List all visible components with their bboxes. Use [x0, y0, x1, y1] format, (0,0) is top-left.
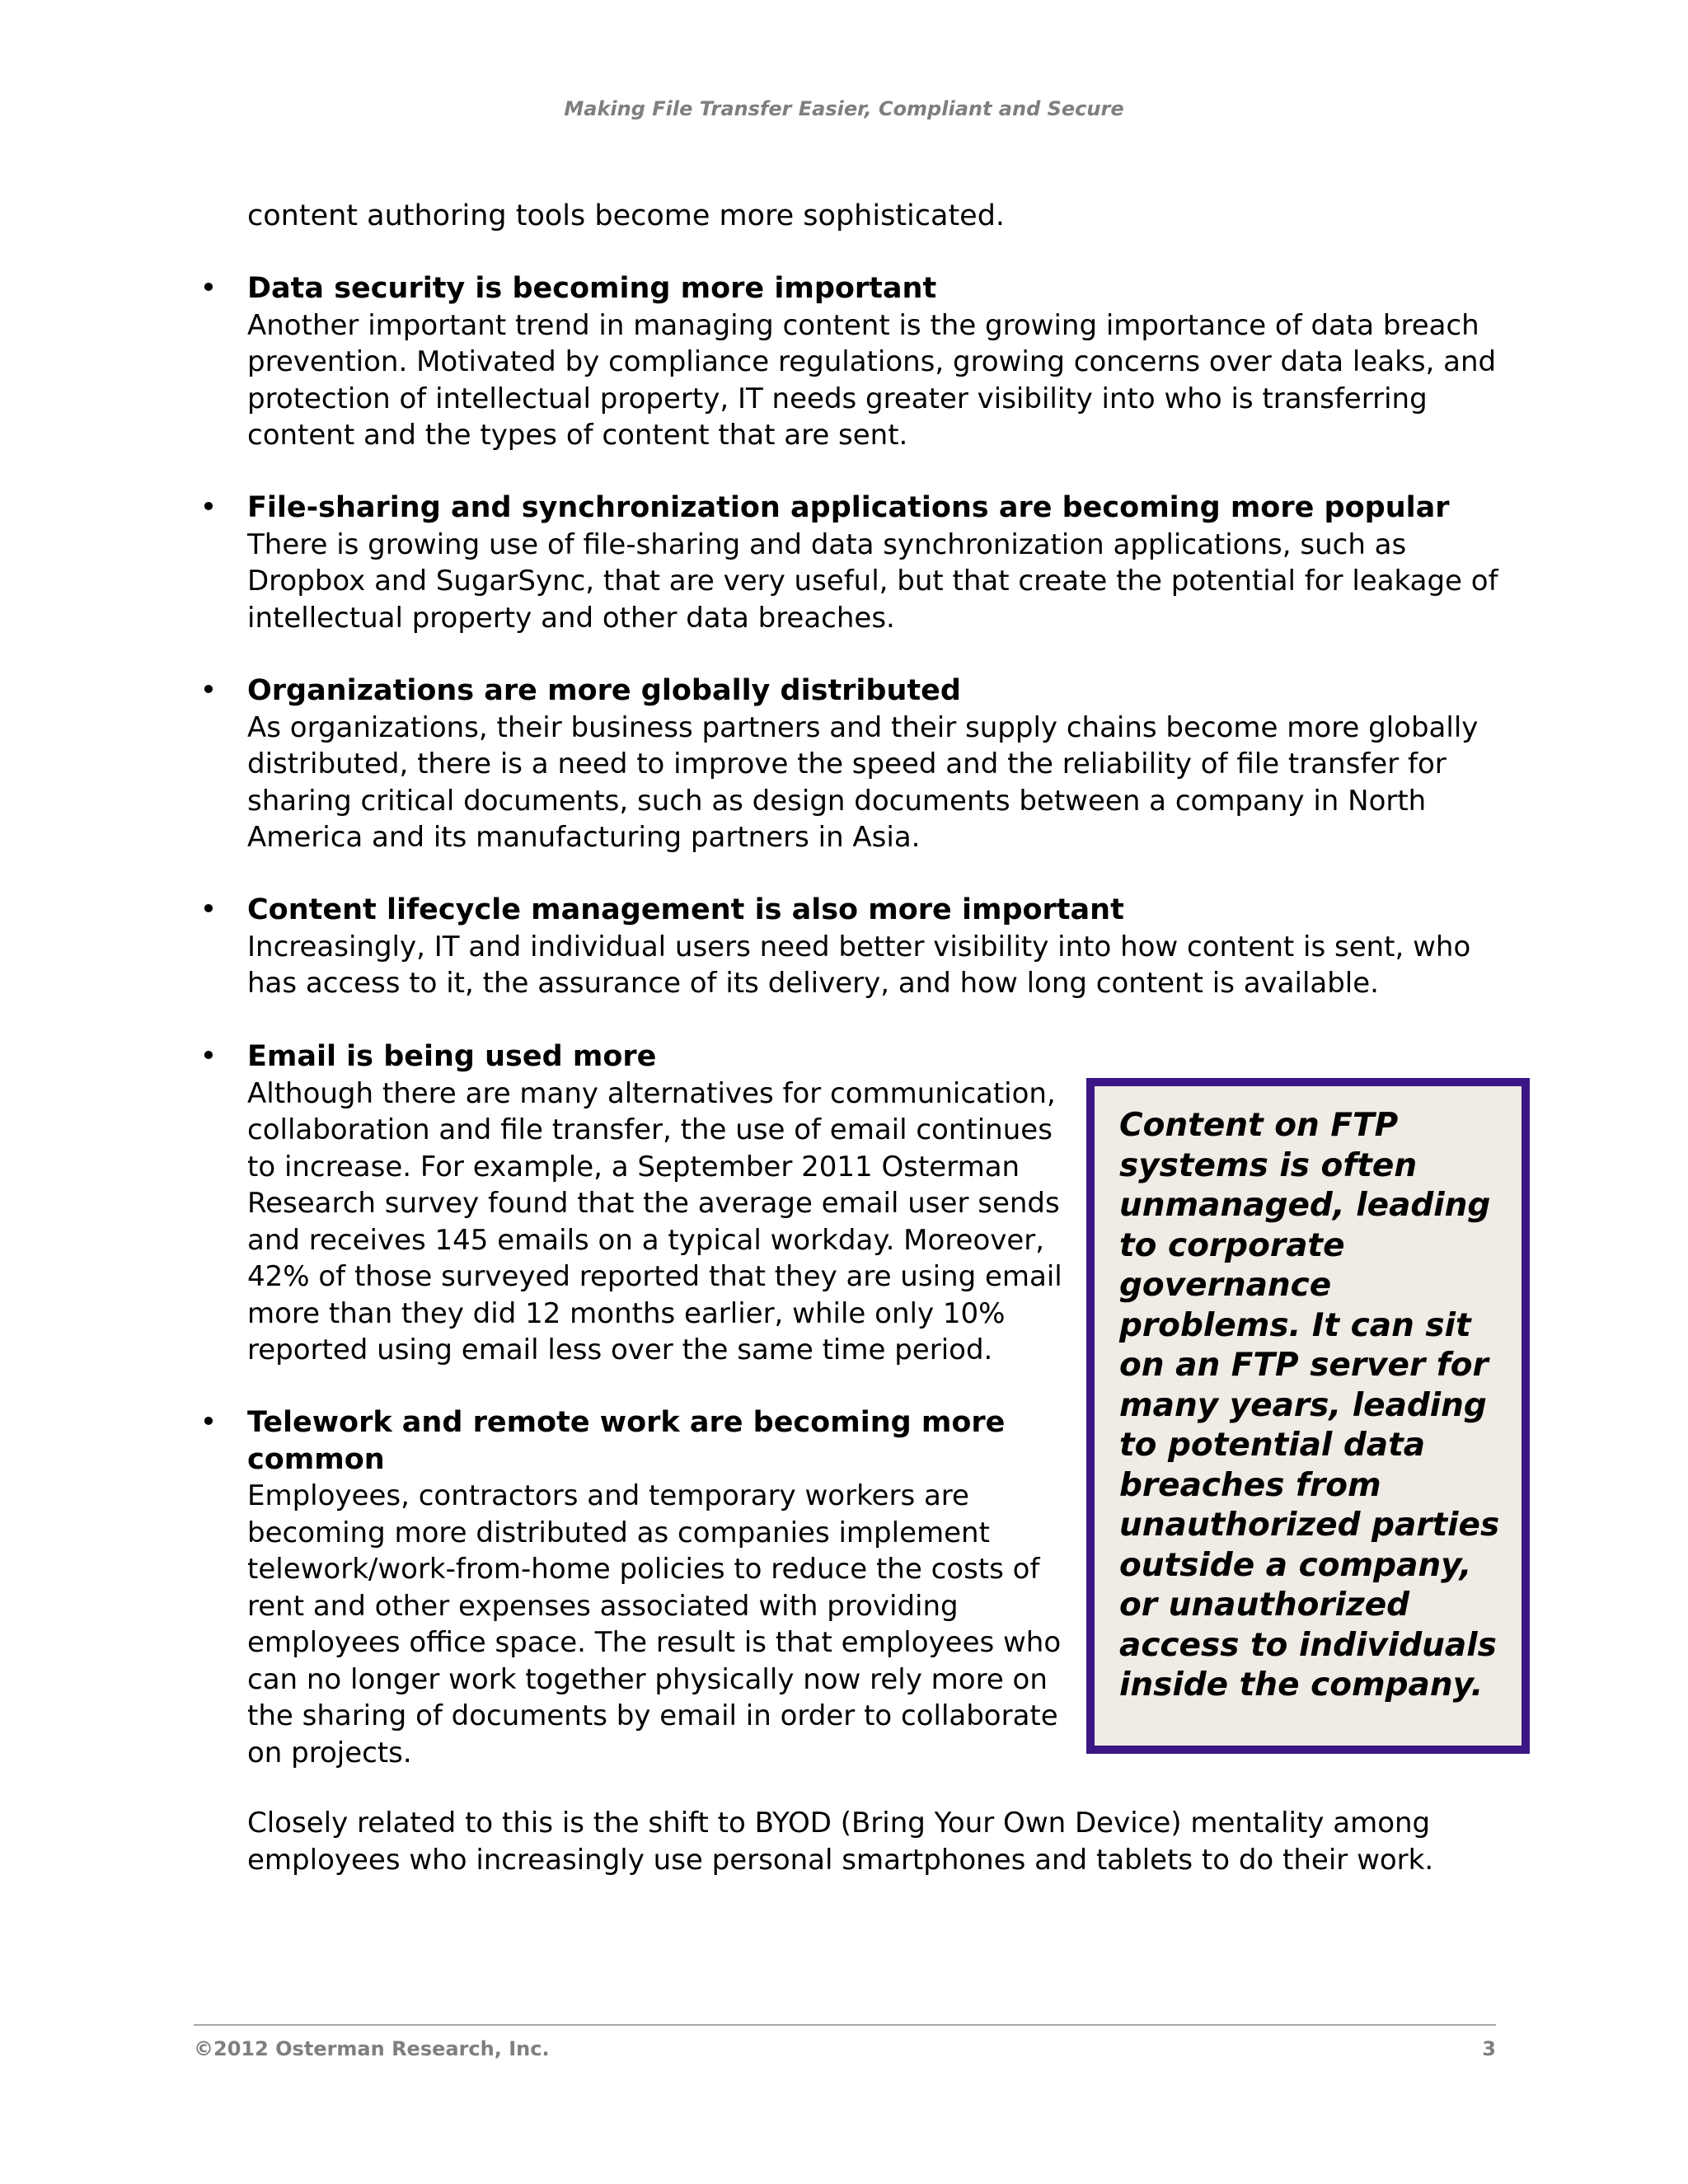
- bullet-item-content-lifecycle: [199, 892, 1500, 1002]
- bullet-icon: •: [199, 272, 218, 305]
- bullet-icon: •: [199, 674, 218, 707]
- bullet-body: Increasingly, IT and individual users need better visibility into how content is sent, who has access to it, the assurance of its delivery, and how long content is available.: [247, 930, 1471, 1000]
- bullet-item-globally-distributed: [199, 673, 1500, 856]
- bullet-body: Although there are many alternatives for communication, collaboration and file transfer, the use of email continues to increase. For example, a September 2011 Osterman Research survey found that the average email user sends and receives 145 emails on a typical workday. Moreover, 42% of those surveyed reported that they are using email more than they did 12 months earlier, while only 10% reported using email less over the same time period.: [247, 1076, 1062, 1366]
- bullet-icon: •: [199, 1040, 218, 1073]
- closing-paragraph: Closely related to this is the shift to BYOD (Bring Your Own Device) mentality among employees who increasingly use personal smartphones and tablets to do their work.: [247, 1807, 1434, 1877]
- bullet-item-file-sharing: [199, 490, 1500, 636]
- pull-quote-text: Content on FTP systems is often unmanaged, leading to corporate governance problems. It can sit on an FTP server for many years, leading to potential data breaches from unauthorized parties outside a company, or unauthorized access to individuals inside the company.: [1119, 1107, 1500, 1704]
- lead-paragraph: content authoring tools become more sophisticated.: [247, 199, 1006, 232]
- bullet-item-data-security: [199, 270, 1500, 454]
- bullet-heading: File-sharing and synchronization applications are becoming more popular: [247, 491, 1450, 524]
- bullet-heading: Organizations are more globally distributed: [247, 674, 961, 707]
- footer-divider: [194, 2024, 1496, 2026]
- footer-copyright: ©2012 Osterman Research, Inc.: [194, 2037, 550, 2060]
- bullet-heading: Telework and remote work are becoming more common: [247, 1406, 1006, 1476]
- bullet-heading: Email is being used more: [247, 1040, 657, 1073]
- bullet-icon: •: [199, 1406, 218, 1439]
- bullet-item-email: [199, 1038, 1071, 1369]
- bullet-body: Employees, contractors and temporary workers are becoming more distributed as companies implement telework/work-from-home policies to reduce the costs of rent and other expenses associated with providing employees office space. The result is that employees who can no longer work together physically now rely more on the sharing of documents by email in order to collaborate on projects.: [247, 1479, 1062, 1769]
- bullet-body: As organizations, their business partners and their supply chains become more globally distributed, there is a need to improve the speed and the reliability of file transfer for sharing critical documents, such as design documents between a company in North America and its manufacturing partners in Asia.: [247, 710, 1479, 854]
- bullet-item-telework: [199, 1404, 1071, 1771]
- running-header: Making File Transfer Easier, Compliant and Secure: [564, 97, 1124, 120]
- bullet-heading: Data security is becoming more important: [247, 272, 937, 305]
- bullet-body: Another important trend in managing content is the growing importance of data breach prevention. Motivated by compliance regulations, growing concerns over data leaks, and protection of intellectual property, IT needs greater visibility into who is transferring content and the types of content that are sent.: [247, 308, 1497, 452]
- bullet-heading: Content lifecycle management is also more important: [247, 893, 1124, 926]
- page-number: 3: [1482, 2037, 1496, 2060]
- bullet-icon: •: [199, 893, 218, 926]
- bullet-icon: •: [199, 491, 218, 524]
- pull-quote-callout: [1086, 1078, 1530, 1754]
- bullet-body: There is growing use of file-sharing and data synchronization applications, such as Dropbox and SugarSync, that are very useful, but that create the potential for leakage of intellectual property and other data breaches.: [247, 527, 1498, 635]
